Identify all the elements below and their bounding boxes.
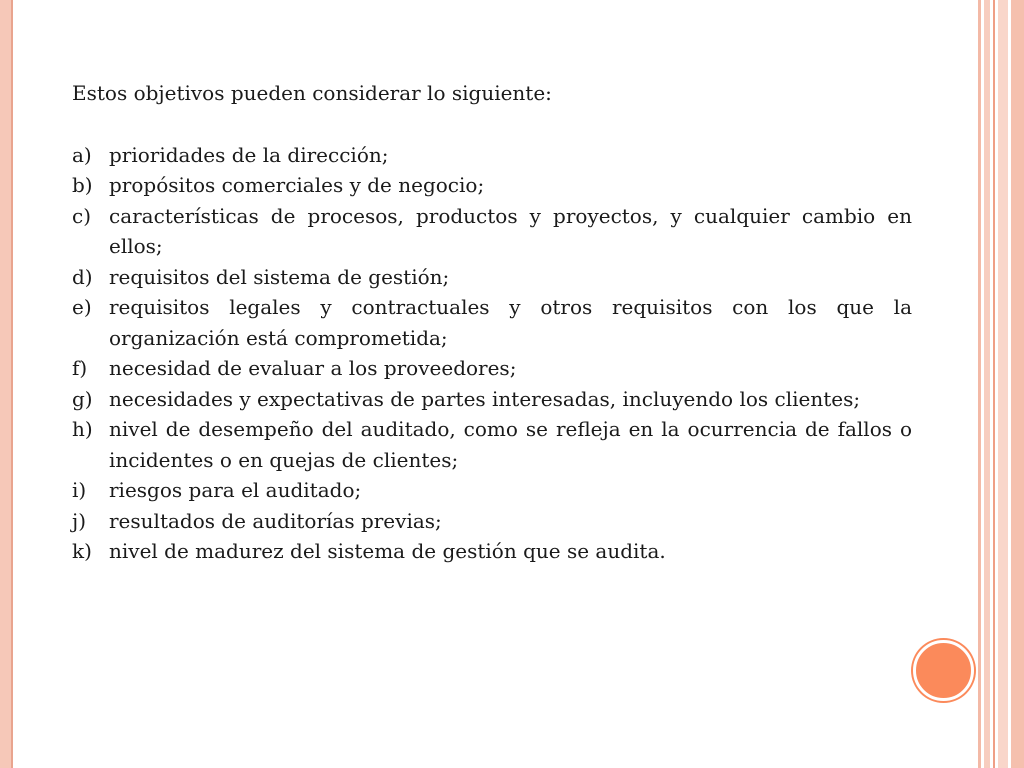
list-marker: f): [72, 356, 88, 380]
list-marker: i): [72, 478, 87, 502]
list-item-text: características de procesos, productos y proyectos, y cualquier cambio en ellos;: [109, 203, 912, 258]
list-marker: j): [72, 508, 87, 533]
list-item: [72, 201, 912, 262]
list-item: [72, 140, 912, 171]
list-item-text: nivel de desempeño del auditado, como se refleja en la ocurrencia de fallos o incidentes o en quejas de clientes;: [109, 417, 912, 472]
right-stripe-decoration: [978, 0, 981, 768]
list-item-text: riesgos para el auditado;: [109, 478, 362, 502]
list-item-text: nivel de madurez del sistema de gestión que se audita.: [109, 539, 666, 563]
list-item-text: requisitos legales y contractuales y otros requisitos con los que la organización está comprometida;: [109, 295, 912, 350]
right-stripe-decoration: [998, 0, 1008, 768]
list-marker: h): [72, 417, 93, 441]
right-stripe-decoration: [984, 0, 990, 768]
list-marker: b): [72, 173, 93, 197]
objectives-list: [72, 140, 912, 567]
list-marker: d): [72, 264, 93, 289]
list-item-text: necesidad de evaluar a los proveedores;: [109, 356, 517, 380]
list-item: [72, 414, 912, 475]
right-stripe-decoration: [1011, 0, 1024, 768]
list-item: [72, 536, 912, 567]
list-marker: e): [72, 295, 92, 319]
right-stripe-decoration: [993, 0, 995, 768]
list-item-text: prioridades de la dirección;: [109, 142, 389, 167]
list-marker: g): [72, 386, 93, 411]
list-item: [72, 506, 912, 537]
list-item-text: requisitos del sistema de gestión;: [109, 264, 450, 289]
list-item-text: propósitos comerciales y de negocio;: [109, 173, 485, 197]
list-item: [72, 262, 912, 293]
list-marker: a): [72, 142, 92, 167]
intro-text: Estos objetivos pueden considerar lo siguiente:: [72, 81, 552, 105]
slide-content: [72, 78, 912, 567]
list-item: [72, 292, 912, 353]
list-item: [72, 353, 912, 384]
list-marker: k): [72, 539, 92, 563]
left-border-decoration: [0, 0, 11, 768]
list-marker: c): [72, 203, 92, 228]
orange-circle-decoration: [913, 640, 974, 701]
list-item: [72, 170, 912, 201]
list-item: [72, 384, 912, 415]
list-item: [72, 475, 912, 506]
list-item-text: necesidades y expectativas de partes interesadas, incluyendo los clientes;: [109, 386, 861, 411]
list-item-text: resultados de auditorías previas;: [109, 508, 442, 533]
left-border-line: [11, 0, 13, 768]
